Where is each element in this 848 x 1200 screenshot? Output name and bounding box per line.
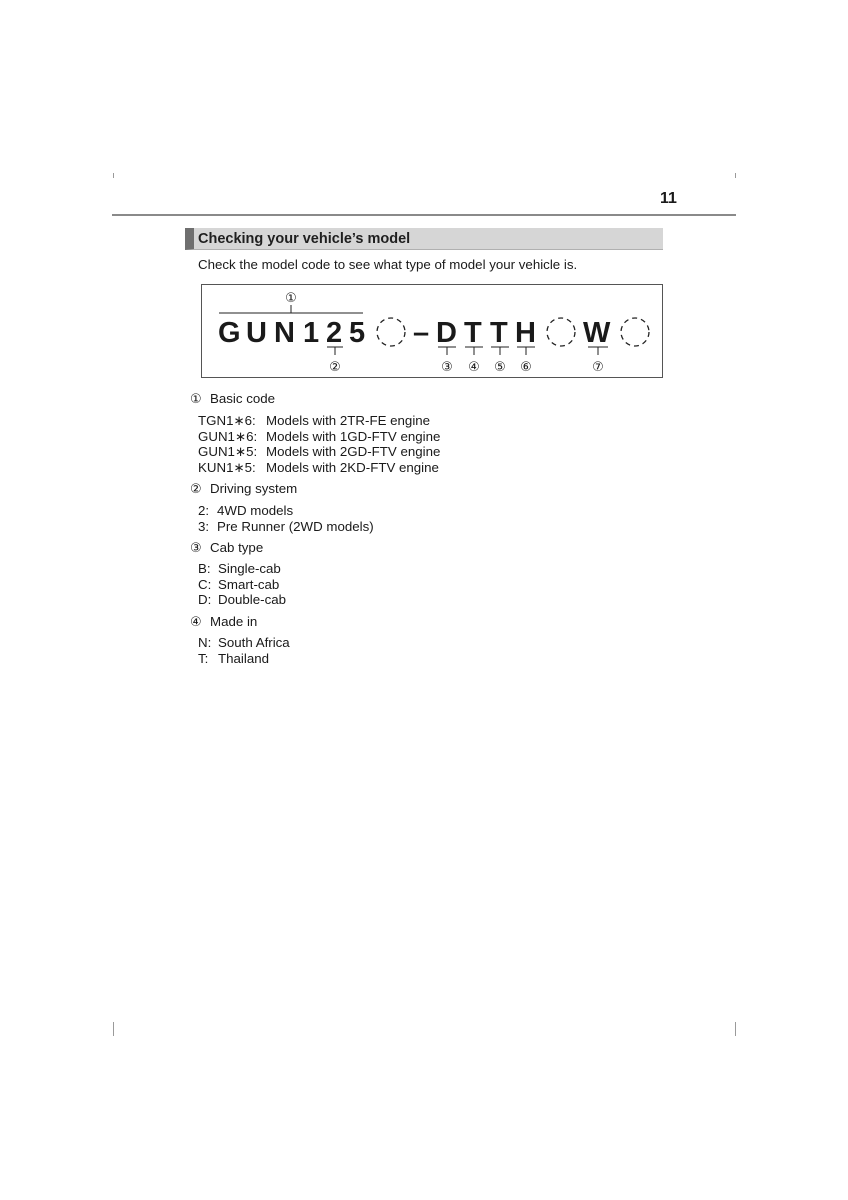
row-key: GUN1∗5: — [198, 444, 258, 460]
legend-driving-system — [190, 481, 297, 498]
list-item — [198, 460, 440, 476]
legend-title: Made in — [210, 614, 258, 629]
row-key: KUN1∗5: — [198, 460, 256, 476]
code-char-g: G — [218, 317, 241, 349]
row-key: N: — [198, 635, 212, 650]
crop-mark — [113, 1022, 114, 1036]
code-char-t2: T — [490, 317, 508, 349]
code-char-u: U — [246, 317, 267, 349]
legend-number: ② — [190, 482, 202, 497]
marker-3: ③ — [441, 360, 453, 375]
page-number: 11 — [660, 190, 677, 207]
marker-4-group — [465, 347, 483, 375]
model-code-svg — [202, 285, 664, 379]
row-key: TGN1∗6: — [198, 413, 256, 428]
row-value: Single-cab — [218, 561, 281, 576]
crop-mark — [735, 173, 736, 178]
list-item — [198, 429, 440, 445]
list-item — [198, 635, 290, 651]
row-key: D: — [198, 592, 212, 608]
legend-made-in — [190, 614, 257, 631]
header-rule — [112, 214, 736, 216]
marker-7: ⑦ — [592, 360, 604, 375]
crop-mark — [113, 173, 114, 178]
optional-slot-circle — [547, 318, 575, 346]
code-char-n: N — [274, 317, 295, 349]
legend-basic-code — [190, 391, 275, 408]
code-char-5: 5 — [349, 317, 366, 349]
legend-title: Basic code — [210, 391, 276, 406]
legend-cab-type — [190, 540, 263, 557]
list-item — [198, 519, 374, 535]
row-key: 2: — [198, 503, 210, 518]
code-char-d: D — [436, 317, 457, 349]
list-item — [198, 577, 286, 593]
row-key: C: — [198, 576, 212, 592]
row-value: Thailand — [218, 650, 270, 666]
code-char-1: 1 — [303, 317, 320, 349]
code-char-2: 2 — [326, 317, 343, 349]
marker-1: ① — [285, 291, 297, 306]
legend-number: ③ — [190, 541, 202, 556]
legend-number: ① — [190, 392, 202, 407]
code-char-t1: T — [464, 317, 482, 349]
driving-system-rows — [198, 503, 374, 534]
code-dash: – — [413, 317, 430, 349]
row-value: Double-cab — [218, 592, 287, 608]
optional-slot-circle — [621, 318, 649, 346]
row-value: Models with 2GD-FTV engine — [266, 444, 441, 460]
model-code-diagram — [201, 284, 663, 378]
marker-5: ⑤ — [494, 360, 506, 375]
marker-6: ⑥ — [520, 360, 532, 375]
row-key: 3: — [198, 518, 210, 534]
list-item — [198, 413, 440, 429]
section-heading — [185, 228, 663, 250]
marker-2-group — [327, 347, 343, 375]
list-item — [198, 651, 290, 667]
row-value: Models with 1GD-FTV engine — [266, 428, 441, 444]
marker-5-group — [491, 347, 509, 375]
row-key: T: — [198, 650, 209, 666]
row-value: Smart-cab — [218, 576, 280, 592]
list-item — [198, 592, 286, 608]
row-key: B: — [198, 561, 211, 576]
row-value: South Africa — [218, 635, 290, 650]
list-item — [198, 503, 374, 519]
list-item — [198, 444, 440, 460]
row-value: Pre Runner (2WD models) — [217, 518, 374, 534]
legend-number: ④ — [190, 615, 202, 630]
marker-4: ④ — [468, 360, 480, 375]
cab-type-rows — [198, 561, 286, 608]
row-value: Models with 2KD-FTV engine — [266, 460, 439, 476]
legend-title: Driving system — [210, 481, 298, 496]
marker-3-group — [438, 347, 456, 375]
crop-mark — [735, 1022, 736, 1036]
row-key: GUN1∗6: — [198, 428, 258, 444]
marker-7-group — [588, 347, 608, 375]
section-title: Checking your vehicle’s model — [198, 231, 411, 247]
code-char-w: W — [583, 317, 611, 349]
made-in-rows — [198, 635, 290, 666]
intro-text: Check the model code to see what type of model your vehicle is. — [198, 257, 578, 272]
optional-slot-circle — [377, 318, 405, 346]
row-value: 4WD models — [217, 503, 294, 518]
row-value: Models with 2TR-FE engine — [266, 413, 431, 428]
basic-code-rows — [198, 413, 440, 476]
list-item — [198, 561, 286, 577]
marker-2: ② — [329, 360, 341, 375]
marker-6-group — [517, 347, 535, 375]
code-char-h: H — [515, 317, 536, 349]
legend-title: Cab type — [210, 540, 264, 555]
